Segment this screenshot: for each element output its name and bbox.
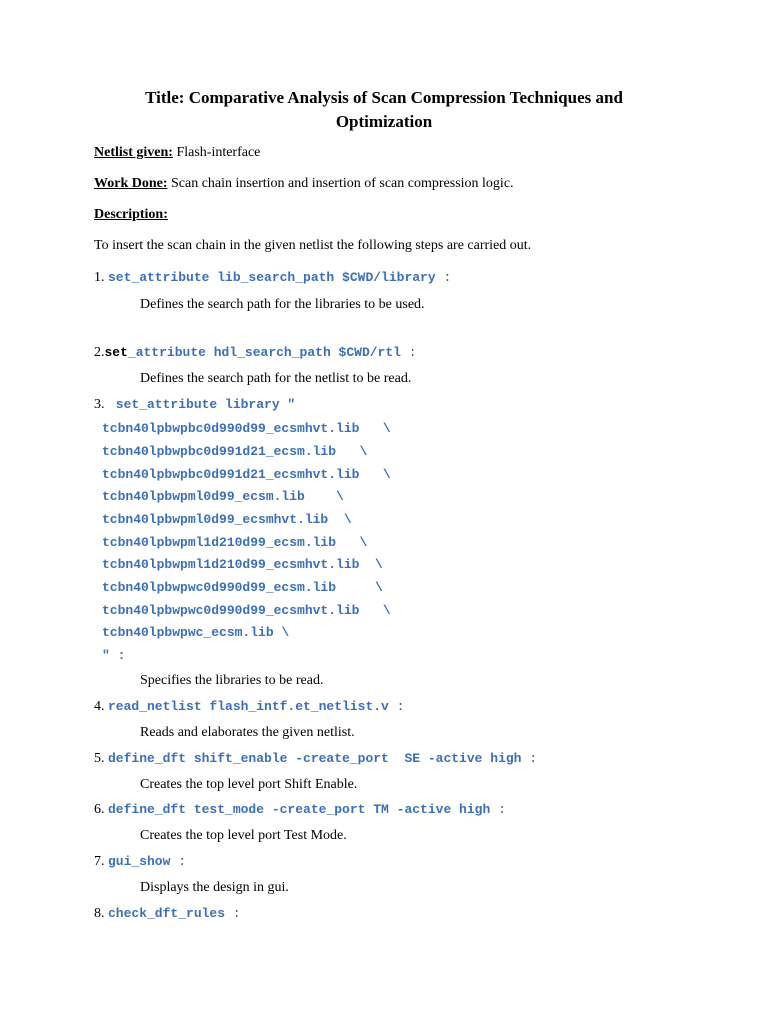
library-line: tcbn40lpbwpml0d99_ecsmhvt.lib \ (102, 512, 352, 527)
step-4-command: read_netlist flash_intf.et_netlist.v (108, 699, 389, 714)
library-close-quote: " : (102, 648, 126, 663)
library-line: tcbn40lpbwpwc0d990d99_ecsm.lib \ (102, 580, 383, 595)
step-1 (94, 270, 451, 286)
step-6-number: 6. (94, 802, 108, 817)
description-label: Description: (94, 207, 168, 222)
step-1-description: Defines the search path for the libraries to be used. (140, 297, 425, 312)
library-line: tcbn40lpbwpwc0d990d99_ecsmhvt.lib \ (102, 603, 391, 618)
step-3-number: 3. (94, 397, 108, 412)
step-7-colon: : (170, 854, 187, 869)
step-6 (94, 802, 506, 818)
step-5 (94, 751, 537, 767)
step-2-colon: : (400, 345, 417, 360)
step-4-colon: : (388, 699, 405, 714)
step-7-number: 7. (94, 854, 108, 869)
work-done-line (94, 176, 514, 192)
intro-text: To insert the scan chain in the given netlist the following steps are carried out. (94, 238, 532, 253)
step-6-description: Creates the top level port Test Mode. (140, 828, 347, 843)
step-5-command: define_dft shift_enable -create_port SE -active high (108, 751, 522, 766)
netlist-value: Flash-interface (172, 145, 261, 160)
step-1-colon: : (435, 270, 452, 285)
netlist-line (94, 145, 260, 161)
step-2-command: _attribute hdl_search_path $CWD/rtl (127, 345, 401, 360)
title-line-2: Optimization (335, 112, 433, 131)
step-8-colon: : (225, 906, 241, 921)
library-line: tcbn40lpbwpwc_ecsm.lib \ (102, 625, 290, 640)
step-2-number: 2. (94, 345, 105, 360)
step-2-command-prefix: set (104, 345, 128, 360)
step-8-command: check_dft_rules (108, 906, 226, 921)
title-line-1: Title: Comparative Analysis of Scan Compression Techniques and (145, 88, 623, 107)
step-6-command: define_dft test_mode -create_port TM -active high (108, 802, 491, 817)
step-4-description: Reads and elaborates the given netlist. (140, 725, 355, 740)
step-3-description: Specifies the libraries to be read. (140, 673, 324, 688)
document-title (94, 86, 674, 134)
step-7-command: gui_show (108, 854, 171, 869)
step-3 (94, 397, 295, 413)
library-line: tcbn40lpbwpbc0d991d21_ecsm.lib \ (102, 444, 368, 459)
step-5-description: Creates the top level port Shift Enable. (140, 777, 358, 792)
step-8 (94, 906, 241, 922)
step-7 (94, 854, 186, 870)
step-1-command: set_attribute lib_search_path $CWD/library (108, 270, 436, 285)
library-line: tcbn40lpbwpbc0d991d21_ecsmhvt.lib \ (102, 467, 391, 482)
library-list-close (102, 648, 125, 664)
step-5-colon: : (521, 751, 538, 766)
library-line: tcbn40lpbwpbc0d990d99_ecsmhvt.lib \ (102, 421, 391, 436)
work-done-label: Work Done: (94, 176, 168, 191)
step-5-number: 5. (94, 751, 108, 766)
step-4-number: 4. (94, 699, 108, 714)
library-line: tcbn40lpbwpml1d210d99_ecsmhvt.lib \ (102, 557, 383, 572)
step-2-description: Defines the search path for the netlist to be read. (140, 371, 412, 386)
step-3-command: set_attribute library " (108, 397, 296, 412)
netlist-label: Netlist given: (94, 145, 173, 160)
step-7-description: Displays the design in gui. (140, 880, 289, 895)
work-done-value: Scan chain insertion and insertion of scan compression logic. (167, 176, 514, 191)
step-6-colon: : (490, 802, 506, 817)
library-line: tcbn40lpbwpml1d210d99_ecsm.lib \ (102, 535, 368, 550)
description-heading (94, 207, 168, 223)
step-8-number: 8. (94, 906, 108, 921)
step-4 (94, 699, 404, 715)
library-line: tcbn40lpbwpml0d99_ecsm.lib \ (102, 489, 344, 504)
step-2 (94, 345, 417, 361)
step-1-number: 1. (94, 270, 108, 285)
